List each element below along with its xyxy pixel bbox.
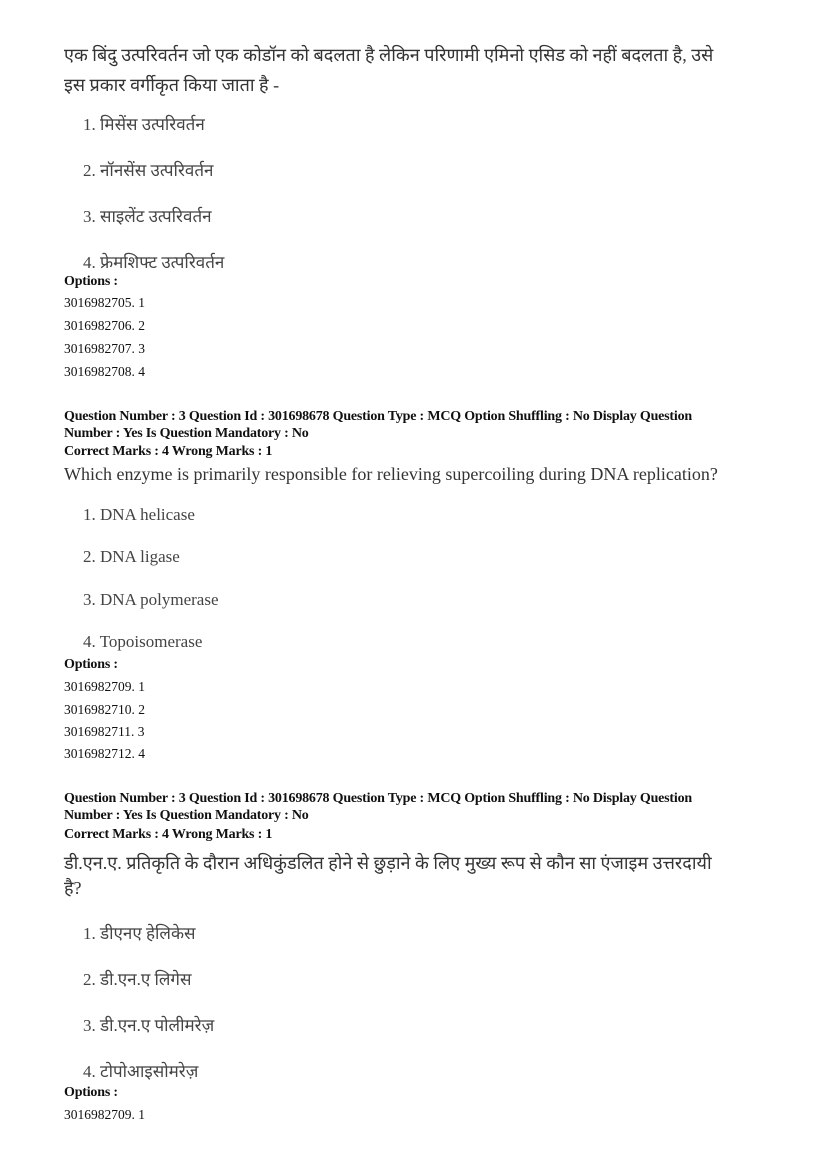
marks-line: Correct Marks : 4 Wrong Marks : 1 [64, 444, 273, 459]
option-id: 3016982712. 4 [64, 746, 145, 761]
option-item: 4. टोपोआइसोमरेज़ [83, 1062, 199, 1081]
option-item: 1. मिसेंस उत्परिवर्तन [83, 115, 205, 134]
marks-line: Correct Marks : 4 Wrong Marks : 1 [64, 827, 273, 842]
options-label: Options : [64, 274, 118, 289]
question-header: Question Number : 3 Question Id : 301698678 Question Type : MCQ Option Shuffling : No Display Question [64, 409, 692, 424]
question-header: Number : Yes Is Question Mandatory : No [64, 426, 309, 441]
option-item: 1. डीएनए हेलिकेस [83, 924, 196, 943]
options-label: Options : [64, 657, 118, 672]
option-id: 3016982709. 1 [64, 679, 145, 694]
question-text: इस प्रकार वर्गीकृत किया जाता है - [64, 75, 280, 95]
option-id: 3016982711. 3 [64, 724, 145, 739]
option-item: 2. डी.एन.ए लिगेस [83, 970, 192, 989]
option-item: 3. डी.एन.ए पोलीमरेज़ [83, 1016, 215, 1035]
question-text: है? [64, 878, 82, 898]
option-id: 3016982709. 1 [64, 1107, 145, 1122]
option-id: 3016982707. 3 [64, 341, 145, 356]
option-item: 3. साइलेंट उत्परिवर्तन [83, 207, 212, 226]
question-text: एक बिंदु उत्परिवर्तन जो एक कोडॉन को बदलता है लेकिन परिणामी एमिनो एसिड को नहीं बदलता है, उसे [64, 45, 714, 65]
question-text: Which enzyme is primarily responsible for relieving supercoiling during DNA replication? [64, 464, 718, 484]
option-id: 3016982710. 2 [64, 702, 145, 717]
question-header: Number : Yes Is Question Mandatory : No [64, 808, 309, 823]
option-item: 2. नॉनसेंस उत्परिवर्तन [83, 161, 214, 180]
question-text: डी.एन.ए. प्रतिकृति के दौरान अधिकुंडलित होने से छुड़ाने के लिए मुख्य रूप से कौन सा एंजाइम उत्तरदायी [64, 853, 712, 873]
options-label: Options : [64, 1085, 118, 1100]
option-id: 3016982705. 1 [64, 295, 145, 310]
option-item: 1. DNA helicase [83, 505, 195, 524]
option-item: 2. DNA ligase [83, 547, 180, 566]
option-id: 3016982706. 2 [64, 318, 145, 333]
option-item: 4. फ्रेमशिफ्ट उत्परिवर्तन [83, 253, 225, 272]
option-item: 3. DNA polymerase [83, 590, 219, 609]
option-item: 4. Topoisomerase [83, 632, 203, 651]
option-id: 3016982708. 4 [64, 364, 145, 379]
question-header: Question Number : 3 Question Id : 301698678 Question Type : MCQ Option Shuffling : No Display Question [64, 791, 692, 806]
